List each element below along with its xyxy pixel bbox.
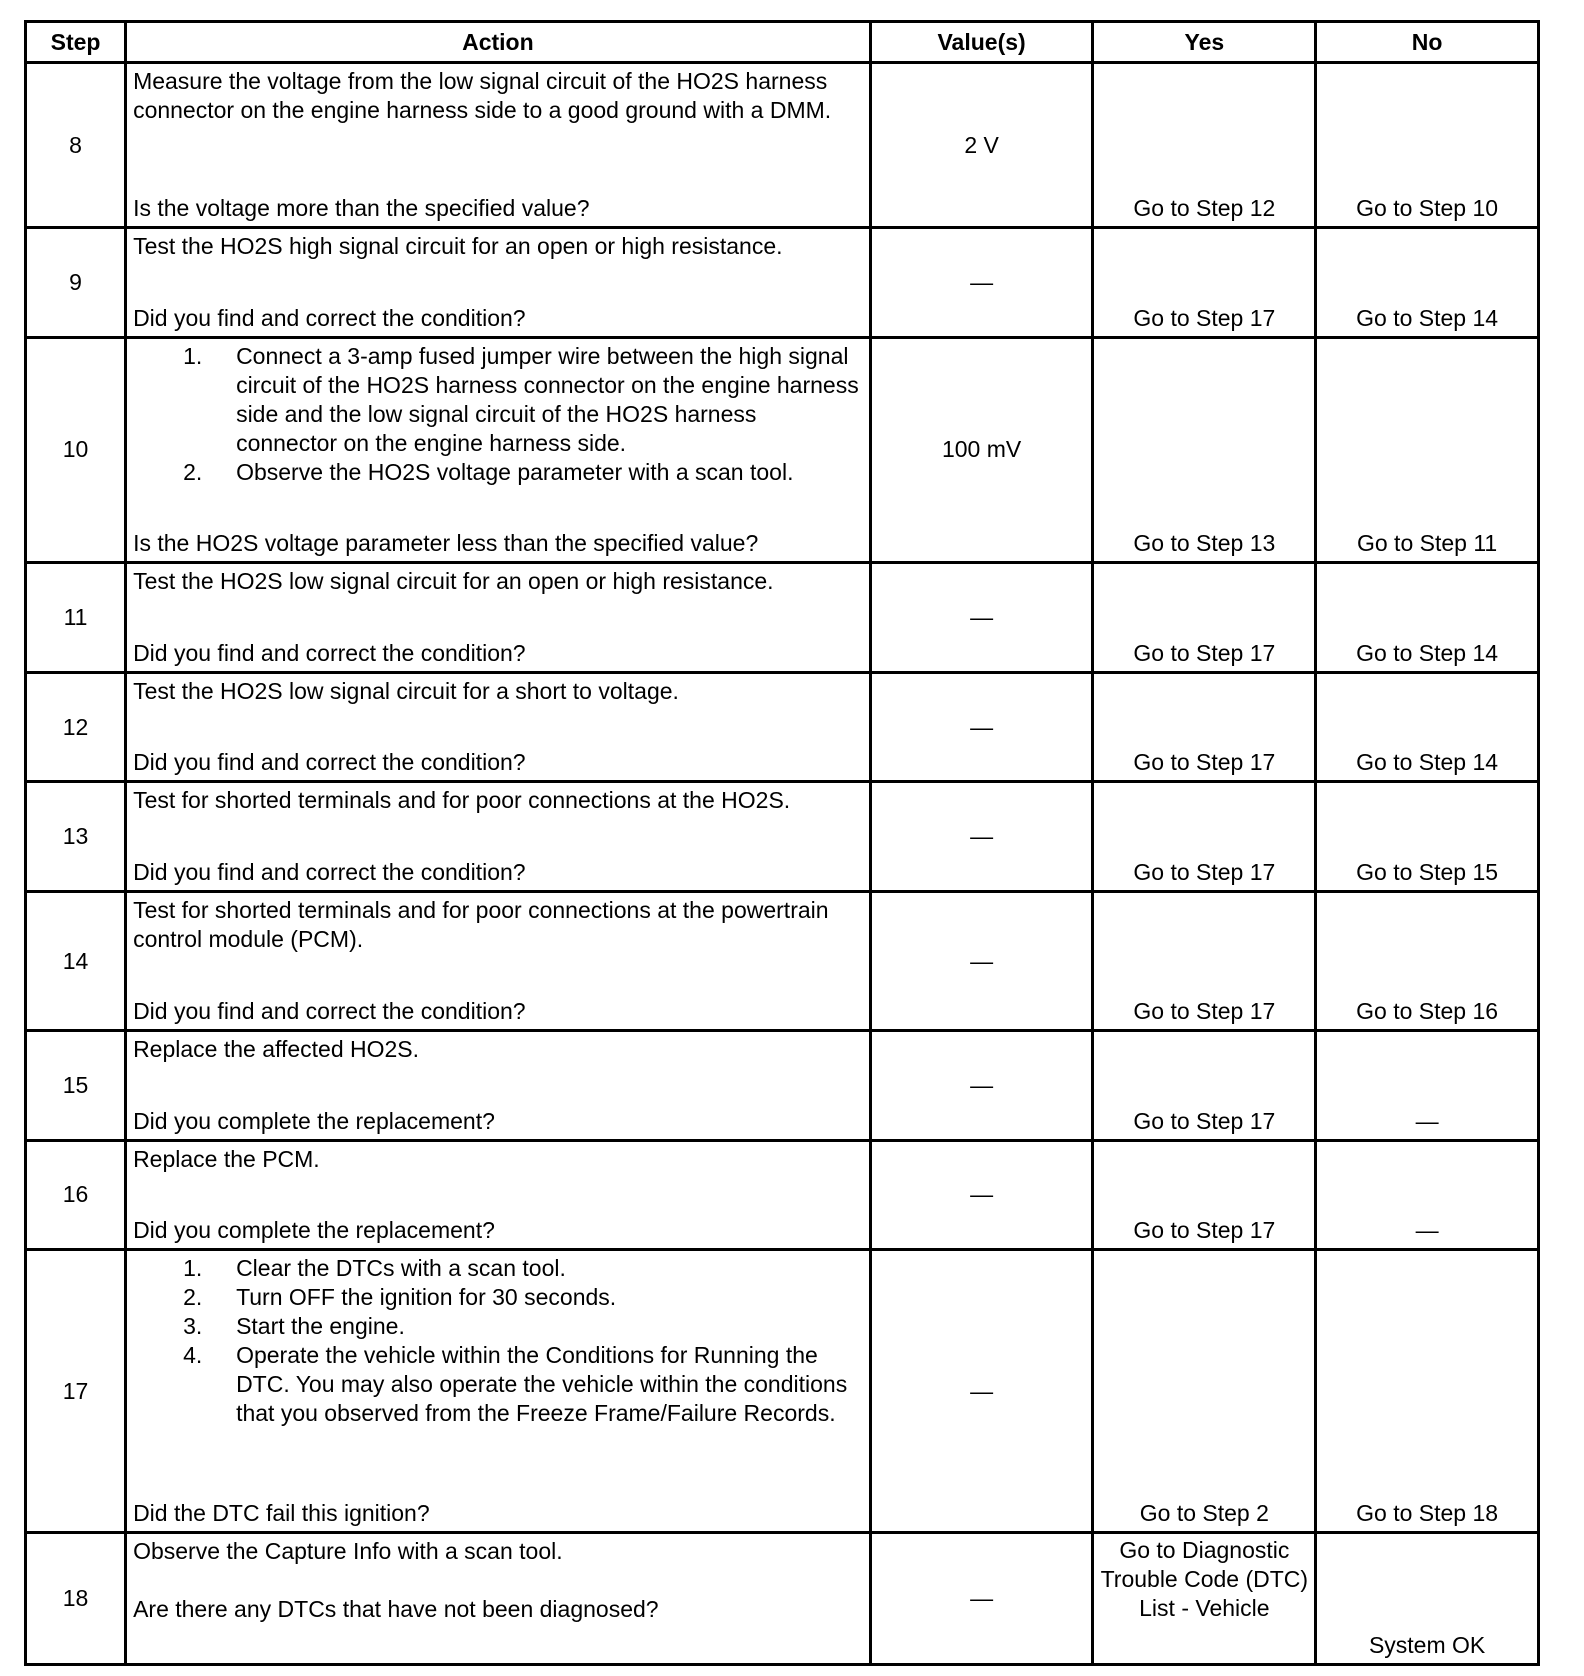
action-question: Did you find and correct the condition? xyxy=(133,859,526,886)
table-row xyxy=(26,782,1539,892)
step-number: 8 xyxy=(26,63,126,228)
table-row xyxy=(26,892,1539,1031)
step-number: 16 xyxy=(26,1140,126,1250)
value-cell: — xyxy=(870,1532,1093,1664)
step-number: 14 xyxy=(26,892,126,1031)
diagnostic-table xyxy=(24,20,1540,1666)
header-row xyxy=(26,22,1539,63)
yes-text: Go to Step 2 xyxy=(1139,1499,1269,1526)
value-cell: — xyxy=(870,1140,1093,1250)
step-number: 18 xyxy=(26,1532,126,1664)
table-row xyxy=(26,337,1539,562)
table-row xyxy=(26,1250,1539,1532)
no-text: Go to Step 15 xyxy=(1356,859,1499,886)
no-text: Go to Step 14 xyxy=(1356,304,1499,331)
yes-cell xyxy=(1093,1250,1316,1532)
action-cell xyxy=(126,337,871,562)
action-text: Replace the affected HO2S. xyxy=(133,1035,420,1062)
list-item: 2. Turn OFF the ignition for 30 seconds. xyxy=(183,1284,617,1311)
action-question: Did you find and correct the condition? xyxy=(133,304,526,331)
no-cell xyxy=(1316,672,1539,782)
no-cell xyxy=(1316,892,1539,1031)
yes-text: Go to Step 17 xyxy=(1133,639,1276,666)
value-cell: — xyxy=(870,562,1093,672)
header-action: Action xyxy=(126,22,871,63)
yes-text: Go to Step 17 xyxy=(1133,304,1276,331)
action-question: Did you complete the replacement? xyxy=(133,1107,495,1134)
action-question: Did you find and correct the condition? xyxy=(133,749,526,776)
list-item: 4. Operate the vehicle within the Conditions for Running the DTC. You may also operate the vehicle within the conditions that you observed from the Freeze Frame/Failure Records. xyxy=(183,1342,848,1427)
no-cell xyxy=(1316,1140,1539,1250)
yes-cell xyxy=(1093,63,1316,228)
value-cell: 2 V xyxy=(870,63,1093,228)
action-question: Did you find and correct the condition? xyxy=(133,639,526,666)
action-list xyxy=(133,342,863,487)
header-no: No xyxy=(1316,22,1539,63)
yes-cell xyxy=(1093,562,1316,672)
no-cell xyxy=(1316,1532,1539,1664)
action-cell xyxy=(126,1140,871,1250)
table-row xyxy=(26,1030,1539,1140)
step-number: 15 xyxy=(26,1030,126,1140)
yes-cell xyxy=(1093,228,1316,338)
header-values: Value(s) xyxy=(870,22,1093,63)
header-step: Step xyxy=(26,22,126,63)
value-cell: — xyxy=(870,782,1093,892)
action-text: Measure the voltage from the low signal circuit of the HO2S harness connector on the engine harness side to a good ground with a DMM. xyxy=(133,68,832,123)
action-cell xyxy=(126,892,871,1031)
action-cell xyxy=(126,782,871,892)
table-row xyxy=(26,228,1539,338)
yes-text: Go to Step 17 xyxy=(1133,749,1276,776)
table-row xyxy=(26,63,1539,228)
no-text: — xyxy=(1415,1107,1439,1134)
action-text: Test for shorted terminals and for poor connections at the powertrain control module (PCM). xyxy=(133,897,829,953)
no-text: Go to Step 11 xyxy=(1356,529,1498,556)
yes-text: Go to Diagnostic Trouble Code (DTC) List - Vehicle xyxy=(1100,1536,1309,1621)
step-number: 10 xyxy=(26,337,126,562)
step-number: 17 xyxy=(26,1250,126,1532)
yes-text: Go to Step 12 xyxy=(1133,195,1276,222)
yes-text: Go to Step 17 xyxy=(1133,1107,1276,1134)
action-text: Observe the Capture Info with a scan tool. xyxy=(133,1537,563,1564)
no-text: Go to Step 14 xyxy=(1356,749,1499,776)
action-cell xyxy=(126,228,871,338)
value-cell: — xyxy=(870,1030,1093,1140)
list-item: 1. Connect a 3-amp fused jumper wire between the high signal circuit of the HO2S harness connector on the engine harness side and the low signal circuit of the HO2S harness connector on the engine harness side. xyxy=(183,342,859,456)
yes-cell xyxy=(1093,782,1316,892)
yes-text: Go to Step 17 xyxy=(1133,859,1276,886)
action-question: Did you complete the replacement? xyxy=(133,1217,495,1244)
action-text: Test the HO2S low signal circuit for a short to voltage. xyxy=(133,677,679,704)
value-cell: — xyxy=(870,1250,1093,1532)
table-row xyxy=(26,562,1539,672)
action-text: Test for shorted terminals and for poor connections at the HO2S. xyxy=(133,787,791,814)
no-cell xyxy=(1316,228,1539,338)
step-number: 13 xyxy=(26,782,126,892)
no-cell xyxy=(1316,63,1539,228)
yes-text: Go to Step 17 xyxy=(1133,997,1276,1024)
action-question: Are there any DTCs that have not been diagnosed? xyxy=(133,1595,659,1622)
action-question: Is the HO2S voltage parameter less than the specified value? xyxy=(133,529,759,556)
value-cell: 100 mV xyxy=(870,337,1093,562)
yes-text: Go to Step 13 xyxy=(1133,529,1276,556)
action-cell xyxy=(126,562,871,672)
action-text: Replace the PCM. xyxy=(133,1145,320,1172)
list-item: 3. Start the engine. xyxy=(183,1313,405,1340)
yes-cell xyxy=(1093,892,1316,1031)
action-cell xyxy=(126,1532,871,1664)
action-question: Did you find and correct the condition? xyxy=(133,997,526,1024)
no-text: Go to Step 18 xyxy=(1356,1499,1499,1526)
no-cell xyxy=(1316,782,1539,892)
value-cell: — xyxy=(870,672,1093,782)
yes-cell xyxy=(1093,1532,1316,1664)
no-text: — xyxy=(1415,1217,1439,1244)
step-number: 9 xyxy=(26,228,126,338)
action-cell xyxy=(126,672,871,782)
no-cell xyxy=(1316,1030,1539,1140)
action-cell xyxy=(126,1030,871,1140)
action-text: Test the HO2S low signal circuit for an open or high resistance. xyxy=(133,567,774,594)
yes-text: Go to Step 17 xyxy=(1133,1217,1276,1244)
yes-cell xyxy=(1093,337,1316,562)
no-text: Go to Step 16 xyxy=(1356,997,1499,1024)
value-cell: — xyxy=(870,892,1093,1031)
list-item: 2. Observe the HO2S voltage parameter with a scan tool. xyxy=(183,458,794,485)
no-cell xyxy=(1316,562,1539,672)
header-yes: Yes xyxy=(1093,22,1316,63)
value-cell: — xyxy=(870,228,1093,338)
step-number: 11 xyxy=(26,562,126,672)
action-list xyxy=(133,1254,863,1428)
no-cell xyxy=(1316,337,1539,562)
action-cell xyxy=(126,63,871,228)
action-text: Test the HO2S high signal circuit for an open or high resistance. xyxy=(133,233,783,260)
list-item: 1. Clear the DTCs with a scan tool. xyxy=(183,1255,566,1282)
table-row xyxy=(26,1532,1539,1664)
table-row xyxy=(26,1140,1539,1250)
action-question: Did the DTC fail this ignition? xyxy=(133,1499,430,1526)
yes-cell xyxy=(1093,672,1316,782)
yes-cell xyxy=(1093,1030,1316,1140)
yes-cell xyxy=(1093,1140,1316,1250)
action-cell xyxy=(126,1250,871,1532)
step-number: 12 xyxy=(26,672,126,782)
table-row xyxy=(26,672,1539,782)
no-cell xyxy=(1316,1250,1539,1532)
no-text: Go to Step 14 xyxy=(1356,639,1499,666)
no-text: Go to Step 10 xyxy=(1356,195,1499,222)
no-text: System OK xyxy=(1368,1632,1486,1658)
action-question: Is the voltage more than the specified value? xyxy=(133,195,590,222)
